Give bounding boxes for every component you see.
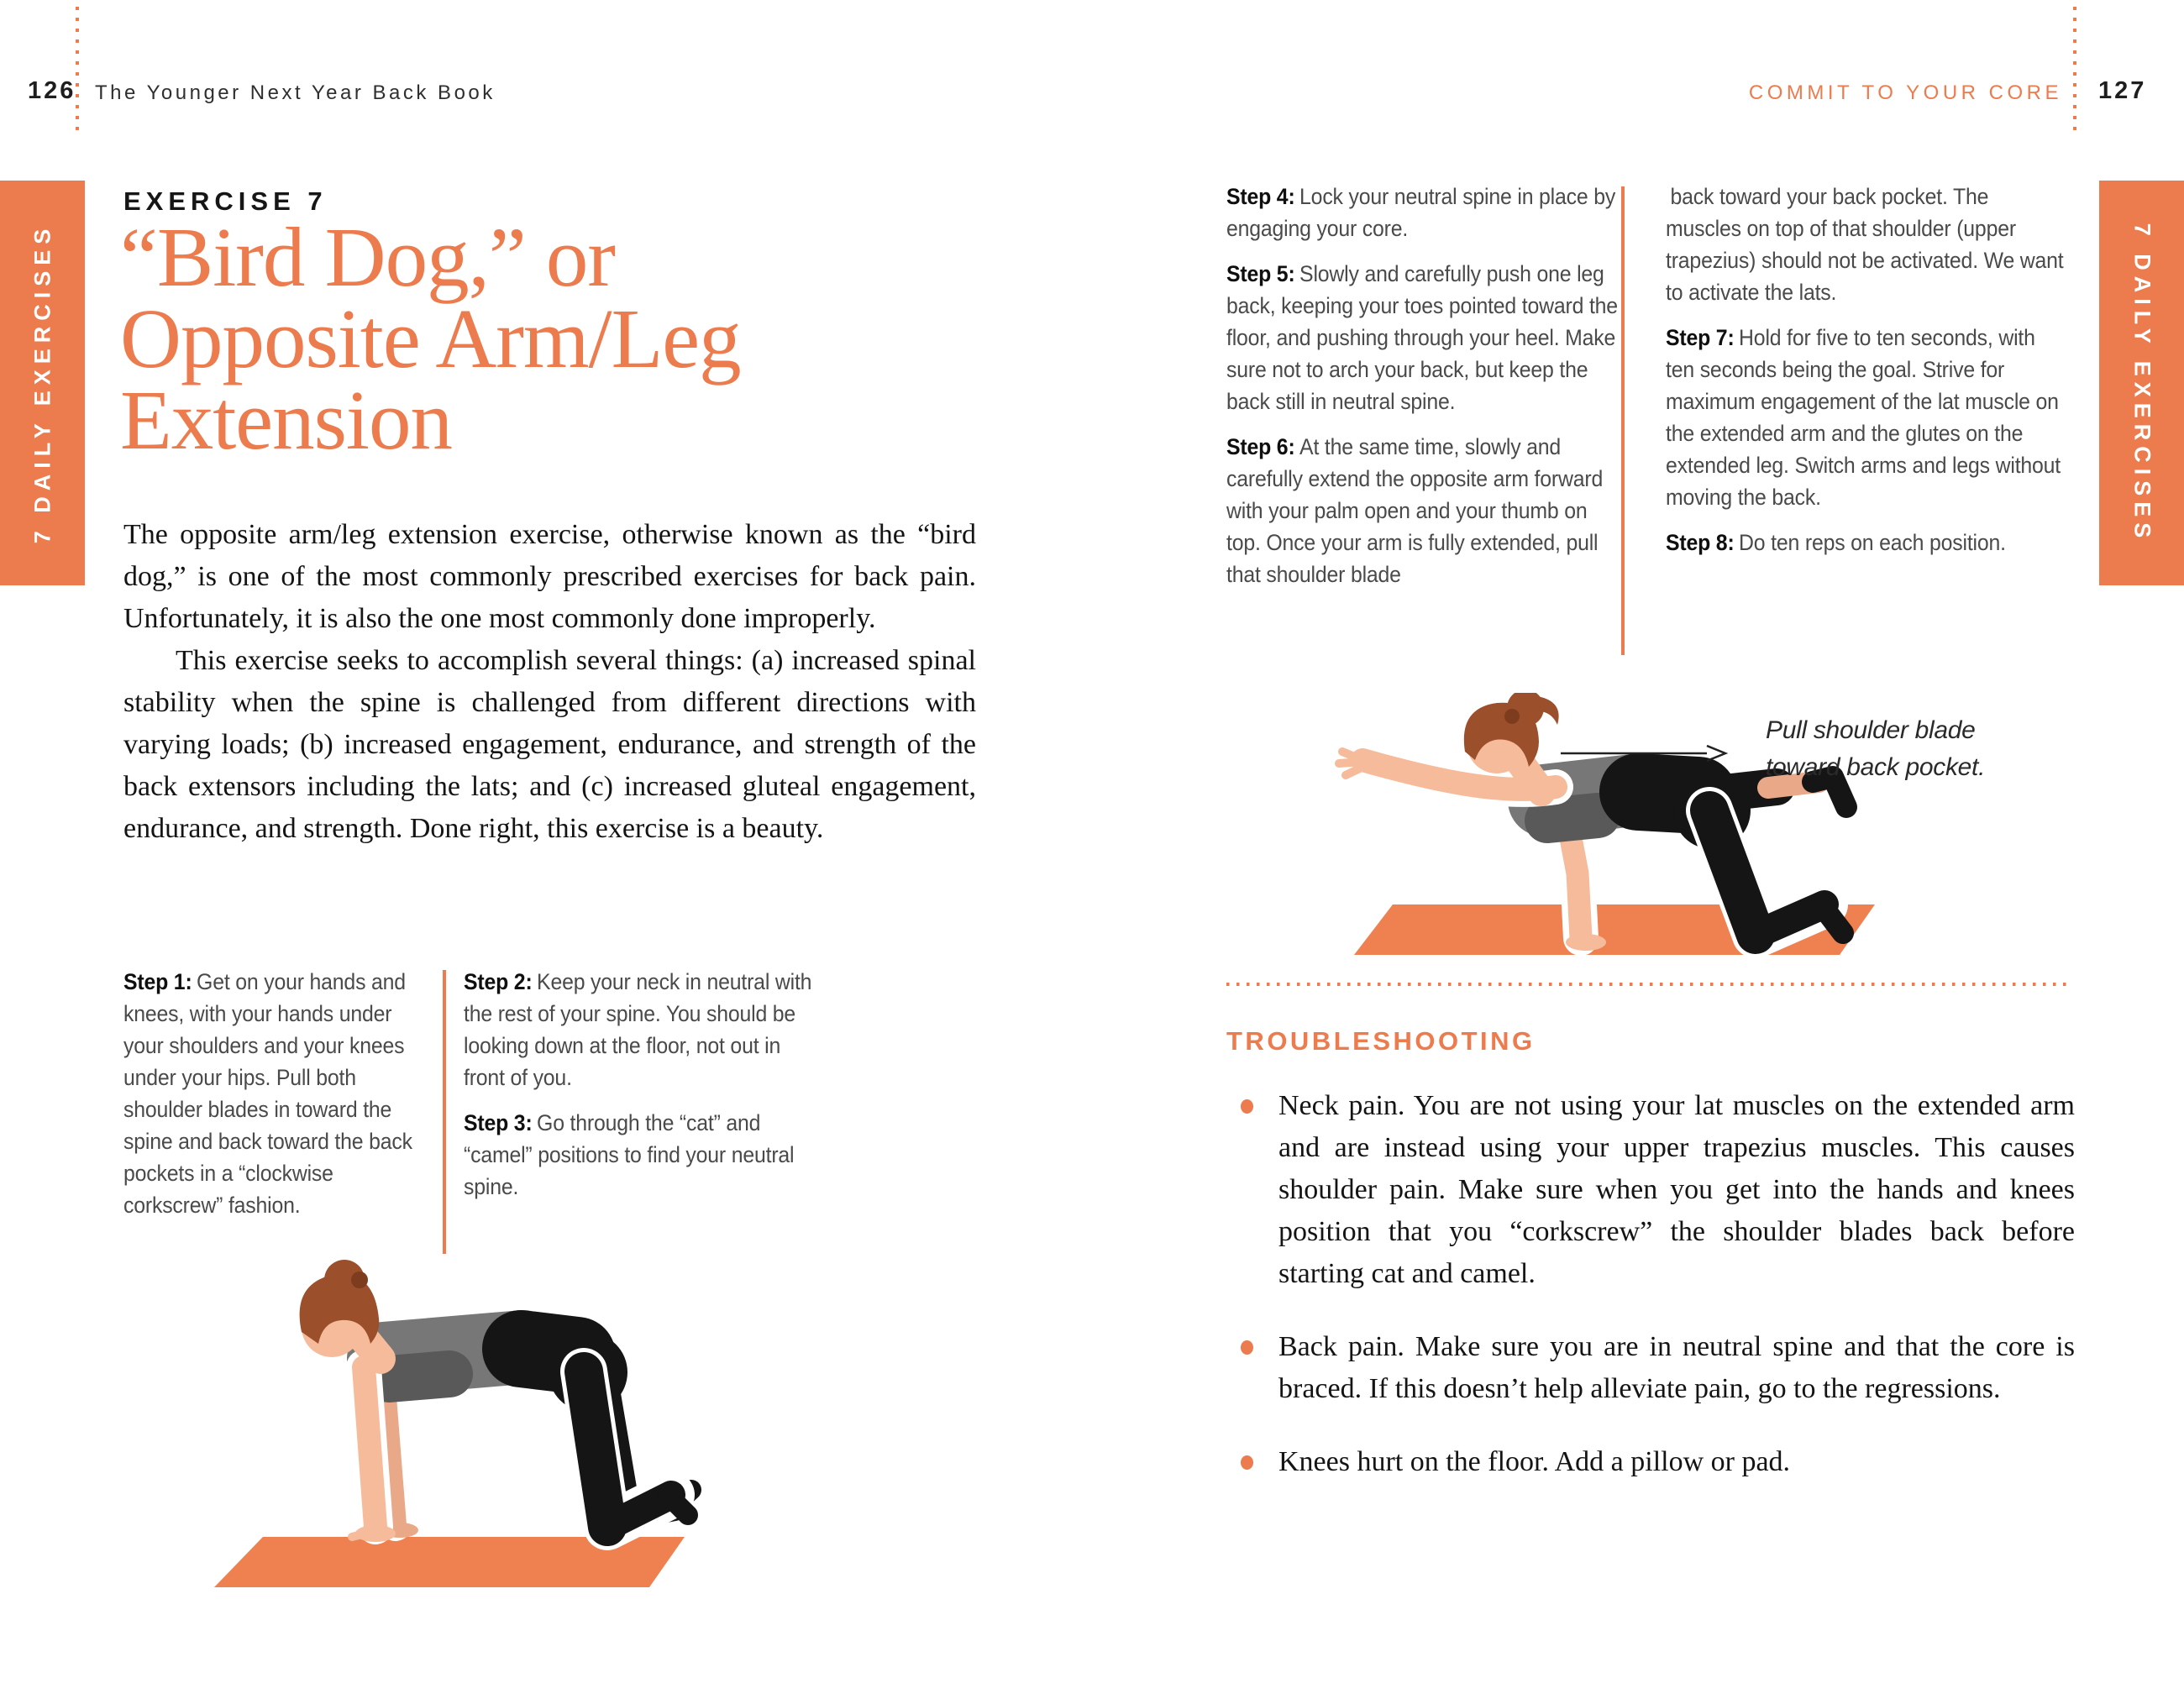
exercise-title-line1: “Bird Dog,” or xyxy=(120,210,616,304)
steps-right-column-2 xyxy=(1666,181,2067,572)
step-6-label: Step 6: xyxy=(1226,434,1295,459)
step-6-text: At the same time, slowly and carefully extend the opposite arm forward with your palm open and your thumb on top. Once your arm is fully extended, pull that shoulder blade xyxy=(1226,434,1604,587)
side-tab-left xyxy=(0,181,85,585)
side-tab-left-label: 7 DAILY EXERCISES xyxy=(29,223,55,543)
exercise-title xyxy=(120,210,741,467)
troubleshooting-item-text: Neck pain. You are not using your lat muscles on the extended arm and are instead using your upper trapezius muscles. This causes shoulder pain. Make sure when you get into the hands and knees position that you “corkscrew” the shoulder blades back before starting cat and camel. xyxy=(1278,1090,2075,1289)
step-2 xyxy=(464,966,821,1093)
running-head-right: COMMIT TO YOUR CORE xyxy=(1748,81,2062,104)
step-4-text: Lock your neutral spine in place by engaging your core. xyxy=(1226,184,1616,241)
near-leg xyxy=(584,1371,607,1527)
step-7 xyxy=(1666,322,2067,513)
step-3-label: Step 3: xyxy=(464,1110,533,1135)
step-6-continued-text: back toward your back pocket. The muscles on top of that shoulder (upper trapezius) should not be activated. We want to activate the lats. xyxy=(1666,184,2064,305)
steps-right-column-1 xyxy=(1226,181,1619,604)
step-1-text: Get on your hands and knees, with your hands under your shoulders and your knees under your hips. Pull both shoulder blades in toward the spine and back toward the back pockets in a “clockwise corkscrew” fashion. xyxy=(123,969,412,1218)
step-8-label: Step 8: xyxy=(1666,530,1735,555)
steps-left-column-1 xyxy=(123,966,434,1235)
quadruped-figure xyxy=(214,1260,691,1587)
near-arm xyxy=(364,1367,375,1527)
steps-divider-left-page xyxy=(443,970,446,1254)
page-number-right: 127 xyxy=(2098,77,2147,104)
exercise-title-line3: Extension xyxy=(120,373,452,467)
troubleshooting-list xyxy=(1226,1085,2075,1514)
header-dotted-rule-right xyxy=(2073,7,2076,137)
troubleshooting-item-knees-hurt xyxy=(1226,1441,2075,1483)
bullet-dot xyxy=(1241,1455,1253,1470)
troubleshooting-item-text: Knees hurt on the floor. Add a pillow or pad. xyxy=(1278,1446,1791,1477)
step-2-label: Step 2: xyxy=(464,969,533,994)
step-6-continued xyxy=(1666,181,2067,308)
intro-paragraph-2: This exercise seeks to accomplish several things: (a) increased spinal stability when the spine is challenged from different directions with varying loads; (b) increased engagement, endurance, and strength of the back extensors including the lats; and (c) increased gluteal engagement, endurance, and strength. Done right, this exercise is a beauty. xyxy=(123,645,976,844)
step-3-text: Go through the “cat” and “camel” positions to find your neutral spine. xyxy=(464,1110,795,1199)
bullet-dot xyxy=(1241,1340,1253,1355)
troubleshooting-item-back-pain xyxy=(1226,1326,2075,1410)
steps-left-column-2 xyxy=(464,966,821,1216)
figure-caption xyxy=(1766,712,2043,786)
step-5 xyxy=(1226,258,1619,417)
section-dotted-rule xyxy=(1226,983,2071,986)
step-2-text: Keep your neck in neutral with the rest of your spine. You should be looking down at the floor, not out in front of you. xyxy=(464,969,812,1090)
troubleshooting-item-neck-pain xyxy=(1226,1085,2075,1295)
steps-divider-right-page xyxy=(1621,186,1625,655)
shoulder-blade-arrow xyxy=(1559,742,1731,764)
side-tab-right-label: 7 DAILY EXERCISES xyxy=(2129,223,2155,543)
step-5-text: Slowly and carefully push one leg back, keeping your toes pointed toward the floor, and pushing through your heel. Make sure not to arch your back, but keep the back still in neutral spine. xyxy=(1226,261,1618,414)
step-5-label: Step 5: xyxy=(1226,261,1295,286)
running-head-left: The Younger Next Year Back Book xyxy=(95,81,496,104)
step-7-text: Hold for five to ten seconds, with ten seconds being the goal. Strive for maximum engagement of the lat muscle on the extended arm and the glutes on the extended leg. Switch arms and legs without moving the back. xyxy=(1666,325,2061,510)
intro-text xyxy=(123,514,976,850)
illustration-hands-and-knees xyxy=(164,1241,735,1602)
step-6 xyxy=(1226,431,1619,590)
troubleshooting-heading: TROUBLESHOOTING xyxy=(1226,1026,1536,1056)
figure-caption-line2: toward back pocket. xyxy=(1766,753,1986,781)
step-4 xyxy=(1226,181,1619,244)
step-7-label: Step 7: xyxy=(1666,325,1735,350)
step-1 xyxy=(123,966,434,1221)
step-8-text: Do ten reps on each position. xyxy=(1739,530,2006,555)
step-4-label: Step 4: xyxy=(1226,184,1295,209)
page-number-left: 126 xyxy=(28,77,76,104)
step-8 xyxy=(1666,527,2067,558)
step-1-label: Step 1: xyxy=(123,969,192,994)
figure-caption-line1: Pull shoulder blade xyxy=(1766,716,1976,744)
exercise-title-line2: Opposite Arm/Leg xyxy=(120,291,741,385)
bullet-dot xyxy=(1241,1099,1253,1114)
exercise-kicker: EXERCISE 7 xyxy=(123,186,328,216)
troubleshooting-item-text: Back pain. Make sure you are in neutral spine and that the core is braced. If this doesn’t help alleviate pain, go to the regressions. xyxy=(1278,1331,2075,1404)
step-3 xyxy=(464,1107,821,1203)
intro-paragraph-1: The opposite arm/leg extension exercise, otherwise known as the “bird dog,” is one of the most commonly prescribed exercises for back pain. Unfortunately, it is also the one most commonly done improperly. xyxy=(123,519,976,634)
side-tab-right xyxy=(2099,181,2184,585)
header-dotted-rule-left xyxy=(76,7,79,137)
